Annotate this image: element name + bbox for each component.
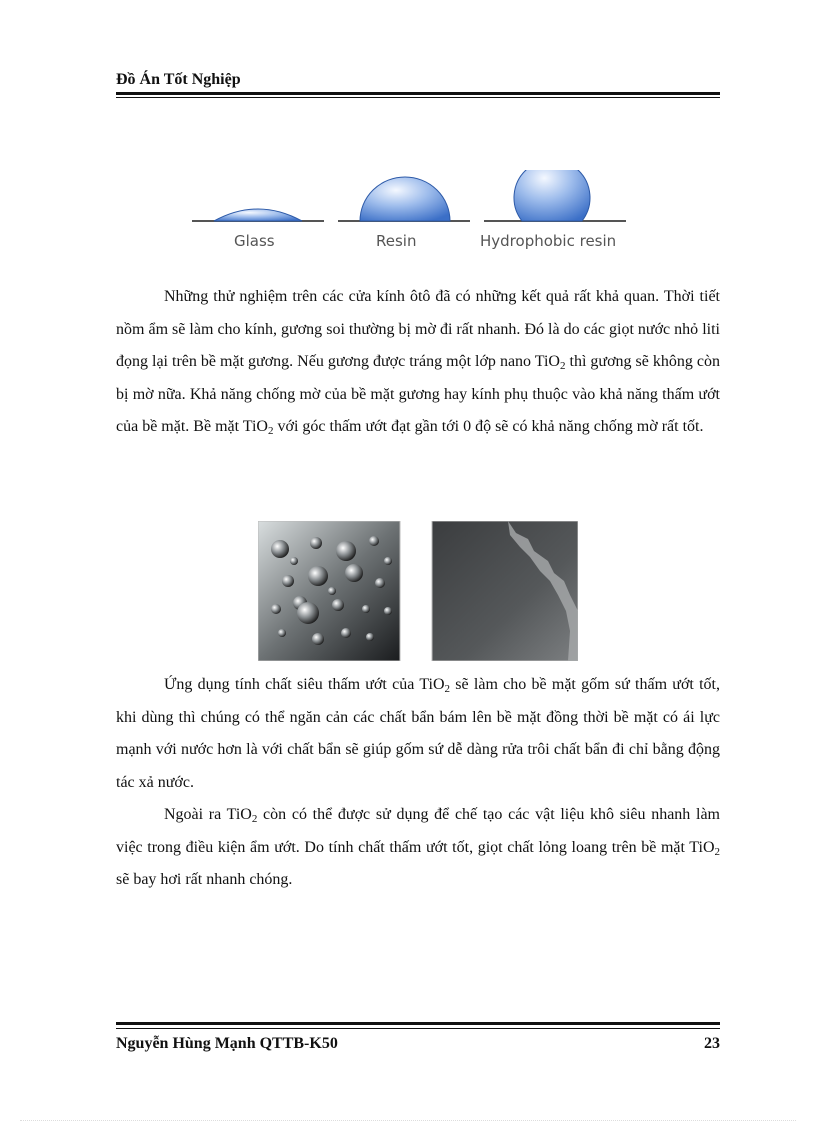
resin-drop (360, 177, 450, 221)
paragraph-2-text-b: sẽ làm cho bề mặt gốm sứ thấm ướt tốt, khi dùng thì chúng có thể ngăn cản các chất bẩn bám lên bề mặt đồng thời bề mặt có ái lực mạnh với nước hơn là với chất bẩn sẽ giúp gốm sứ dễ dàng rửa trôi chất bẩn đi chỉ bằng động tác xả nước. (116, 676, 721, 791)
paragraph-1 (116, 281, 720, 444)
label-hydrophobic-resin: Hydrophobic resin (480, 232, 617, 250)
label-glass: Glass (234, 232, 275, 250)
paragraph-1-text-c: với góc thấm ướt đạt gần tới 0 độ sẽ có khả năng chống mờ rất tốt. (273, 418, 704, 435)
footer-author: Nguyễn Hùng Mạnh QTTB-K50 (116, 1035, 338, 1052)
page-number: 23 (704, 1035, 720, 1052)
label-resin: Resin (376, 232, 417, 250)
hydrophobic-drop (514, 170, 590, 221)
paragraph-3-text-a: Ngoài ra TiO (164, 806, 252, 823)
paragraph-2 (116, 669, 720, 799)
paragraph-1-text-a: Những thử nghiệm trên các cửa kính ôtô đã có những kết quả rất khả quan. Thời tiết nồm ẩm sẽ làm cho kính, gương soi thường bị mờ đi rất nhanh. Đó là do các giọt nước nhỏ liti đọng lại trên bề mặt gương. Nếu gương được tráng một lớp nano TiO (116, 288, 720, 370)
subscript: 2 (444, 683, 451, 695)
footer-rule-thin (116, 1028, 720, 1029)
paragraph-3-text-b: còn có thể được sử dụng để chế tạo các vật liệu khô siêu nhanh làm việc trong điều kiện ẩm ướt. Do tính chất thấm ướt tốt, giọt chất lỏng loang trên bề mặt TiO (116, 806, 720, 856)
header-rule-thick (116, 92, 720, 95)
page-bottom-dotted-line (20, 1120, 796, 1121)
droplet-comparison-figure (258, 521, 578, 661)
glass-drop (214, 209, 302, 221)
subscript: 2 (559, 360, 566, 372)
paragraph-1-text-b: thì gương sẽ không còn bị mờ nữa. Khả năng chống mờ của bề mặt gương hay kính phụ thuộc vào khả năng thấm ướt của bề mặt. Bề mặt TiO (116, 353, 721, 435)
page-header-title: Đồ Án Tốt Nghiệp (116, 71, 241, 88)
paragraph-3-text-c: sẽ bay hơi rất nhanh chóng. (116, 871, 293, 888)
subscript: 2 (251, 813, 258, 825)
paragraph-2-text-a: Ứng dụng tính chất siêu thấm ướt của TiO (164, 676, 445, 693)
footer-rule-thick (116, 1022, 720, 1025)
paragraph-3 (116, 799, 720, 897)
page-footer (116, 1034, 720, 1054)
subscript: 2 (714, 845, 720, 858)
header-rule-thin (116, 97, 720, 98)
subscript: 2 (267, 425, 274, 437)
